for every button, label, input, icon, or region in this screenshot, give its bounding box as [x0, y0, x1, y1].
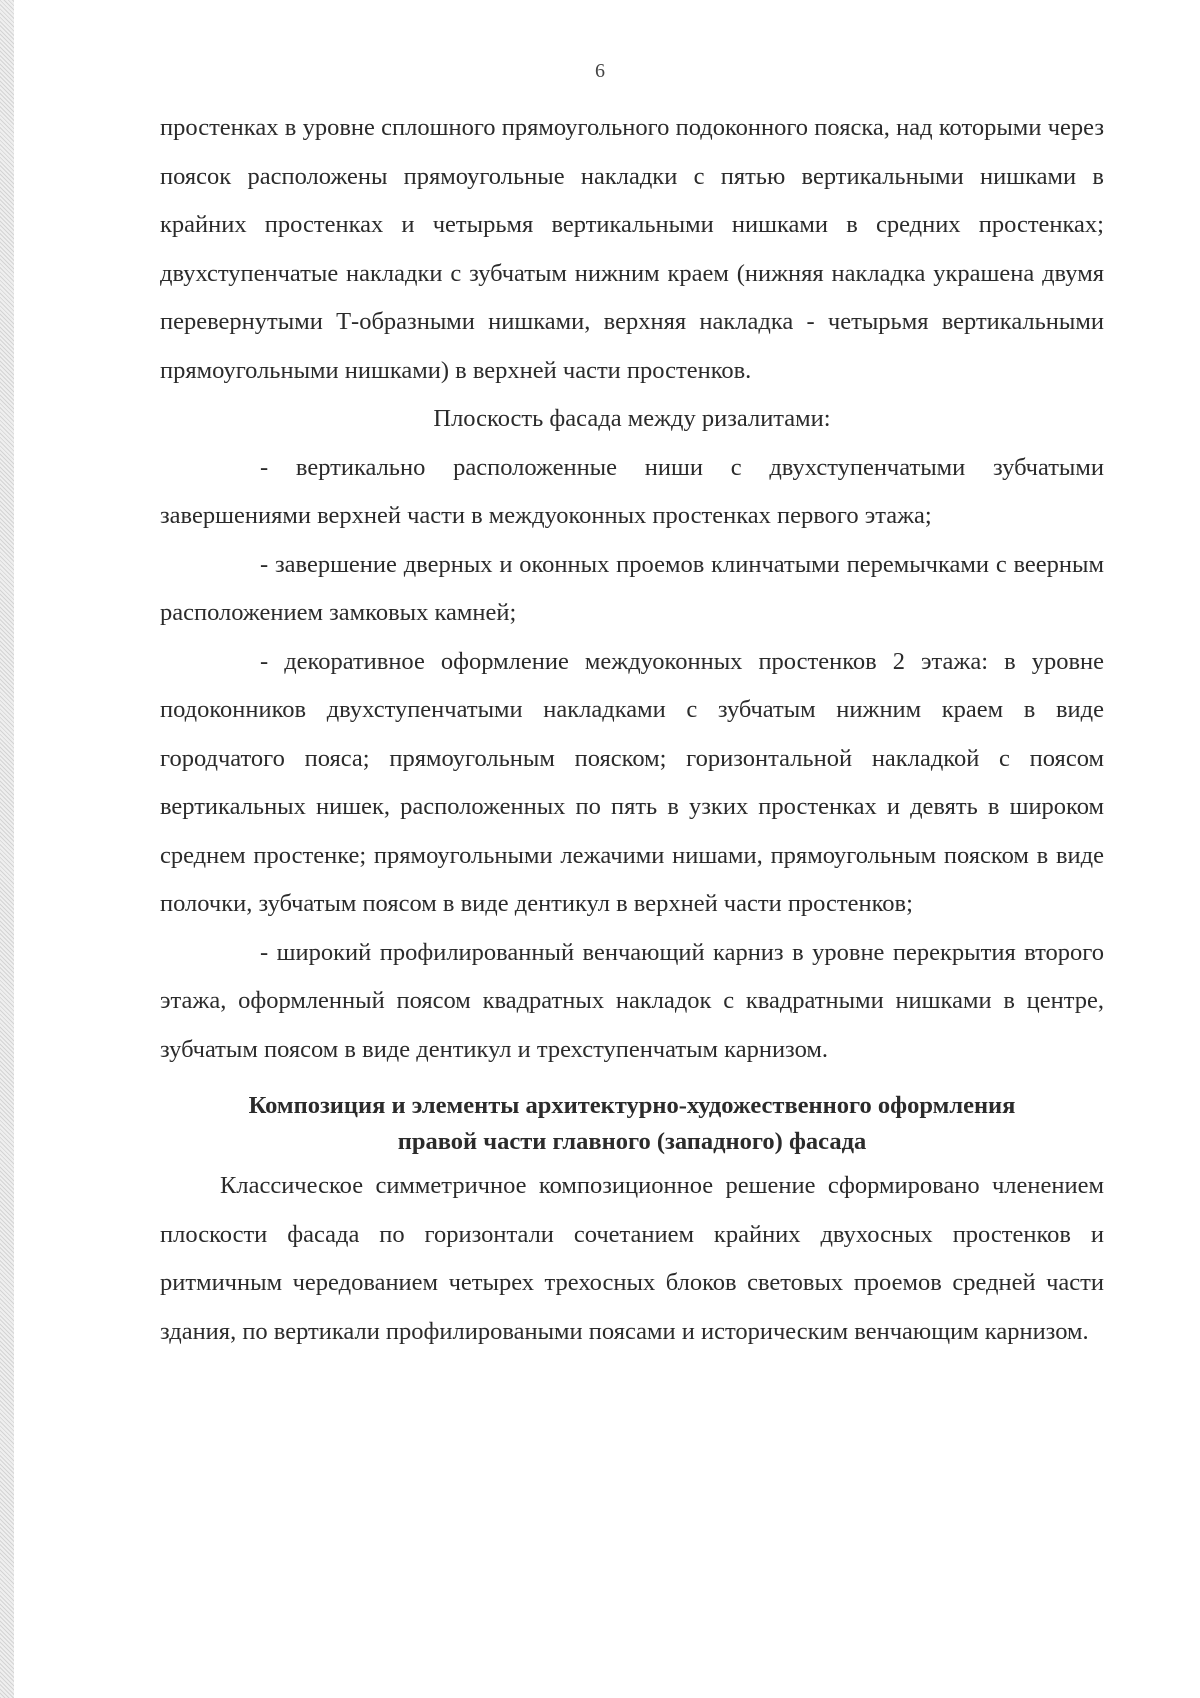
paragraph-5: - широкий профилированный венчающий карниз в уровне перекрытия второго этажа, оформленный поясом квадратных накладок с квадратными нишками в центре, зубчатым поясом в виде дентикул и трехступенчатым карнизом. — [160, 938, 1104, 1063]
section-heading-line-1: Композиция и элементы архитектурно-художественного оформления — [248, 1092, 1016, 1119]
paragraph-2: - вертикально расположенные ниши с двухступенчатыми зубчатыми завершениями верхней части в междуоконных простенках первого этажа; — [160, 453, 1104, 529]
scan-edge — [0, 0, 14, 1698]
document-body — [160, 104, 1104, 1356]
paragraph-4: - декоративное оформление междуоконных простенков 2 этажа: в уровне подоконников двухступенчатыми накладками с зубчатым нижним краем в виде городчатого пояса; прямоугольным пояском; горизонтальной накладкой с поясом вертикальных нишек, расположенных по пять в узких простенках и девять в широком среднем простенке; прямоугольными лежачими нишами, прямоугольным пояском в виде полочки, зубчатым поясом в виде дентикул в верхней части простенков; — [160, 647, 1104, 917]
section-heading — [160, 1088, 1104, 1160]
paragraph-1: простенках в уровне сплошного прямоугольного подоконного пояска, над которыми через поясок расположены прямоугольные накладки с пятью вертикальными нишками в крайних простенках и четырьмя вертикальными нишками в средних простенках; двухступенчатые накладки с зубчатым нижним краем (нижняя накладка украшена двумя перевернутыми Т-образными нишками, верхняя накладка - четырьмя вертикальными прямоугольными нишками) в верхней части простенков. — [160, 114, 1104, 384]
section-subheading: Плоскость фасада между ризалитами: — [433, 405, 831, 432]
paragraph-6: Классическое симметричное композиционное решение сформировано членением плоскости фасада по горизонтали сочетанием крайних двухосных простенков и ритмичным чередованием четырех трехосных блоков световых проемов средней части здания, по вертикали профилироваными поясами и историческим венчающим карнизом. — [160, 1172, 1104, 1345]
paragraph-3: - завершение дверных и оконных проемов клинчатыми перемычками с веерным расположением замковых камней; — [160, 550, 1104, 626]
page-number: 6 — [595, 60, 605, 82]
section-heading-line-2: правой части главного (западного) фасада — [397, 1128, 867, 1155]
